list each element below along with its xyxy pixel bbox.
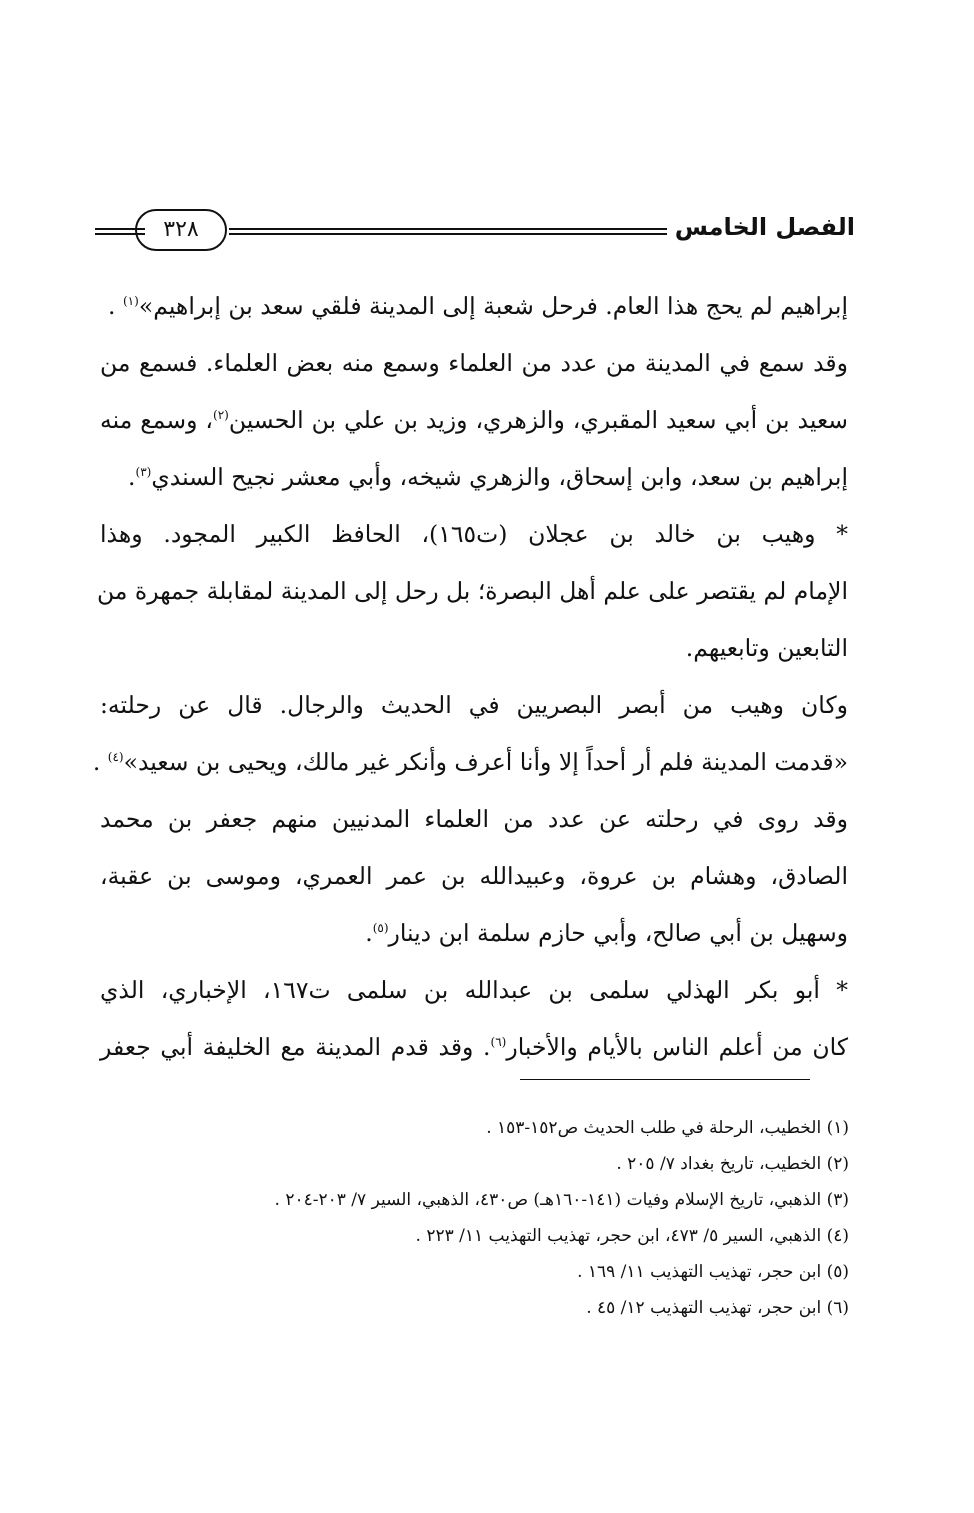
footnote-reference: (٤) [107, 750, 124, 765]
body-line-tail: ، وسمع منه [100, 406, 213, 434]
body-text [92, 278, 849, 1076]
body-line [100, 905, 848, 962]
footnotes [129, 1110, 849, 1326]
body-line-text: * أبو بكر الهذلي سلمى بن عبدالله بن سلمى ت١٦٧، الإخباري، الذي [100, 976, 848, 1004]
footnote-item: (٥) ابن حجر، تهذيب التهذيب ١١/ ١٦٩ . [577, 1262, 849, 1282]
footnote-reference: (٥) [372, 921, 389, 936]
body-line [100, 278, 848, 335]
body-line-text: وقد سمع في المدينة من عدد من العلماء وسمع منه بعض العلماء. فسمع من [100, 349, 848, 377]
body-line [96, 563, 848, 620]
body-line-tail: . [365, 919, 373, 947]
body-line [100, 1019, 848, 1076]
body-line [100, 335, 848, 392]
header-rule [229, 228, 667, 235]
footnote-item: (٣) الذهبي، تاريخ الإسلام وفيات (١٤١-١٦٠هـ) ص٤٣٠، الذهبي، السير ٧/ ٢٠٣-٢٠٤ . [274, 1190, 849, 1210]
body-line [92, 734, 848, 791]
body-line-text: كان من أعلم الناس بالأيام والأخبار [506, 1033, 849, 1061]
body-line-text: * وهيب بن خالد بن عجلان (ت١٦٥)، الحافظ الكبير المجود. وهذا [100, 520, 848, 548]
page-number: ٣٢٨ [163, 217, 199, 242]
body-line [100, 791, 848, 848]
body-line-text: وقد روى في رحلته عن عدد من العلماء المدنيين منهم جعفر بن محمد [100, 805, 848, 833]
body-line [100, 392, 848, 449]
body-line-text: الصادق، وهشام بن عروة، وعبيدالله بن عمر العمري، وموسى بن عقبة، [100, 862, 848, 890]
body-line-tail: . [92, 748, 108, 776]
body-line [100, 620, 848, 677]
body-line-tail: . [128, 463, 136, 491]
chapter-title: الفصل الخامس [674, 213, 855, 241]
footnote-reference: (٦) [490, 1035, 507, 1050]
running-header [95, 208, 855, 256]
footnote-item: (١) الخطيب، الرحلة في طلب الحديث ص١٥٢-١٥٣ . [486, 1118, 849, 1138]
body-line-text: وسهيل بن أبي صالح، وأبي حازم سلمة ابن دينار [388, 919, 848, 947]
body-line-text: «قدمت المدينة فلم أر أحداً إلا وأنا أعرف وأنكر غير مالك، ويحيى بن سعيد» [123, 748, 848, 776]
footnote-separator [520, 1079, 810, 1080]
page-number-badge [135, 209, 227, 251]
body-line-text: إبراهيم بن سعد، وابن إسحاق، والزهري شيخه، وأبي معشر نجيح السندي [151, 463, 848, 491]
body-line [100, 506, 848, 563]
body-line-text: إبراهيم لم يحج هذا العام. فرحل شعبة إلى المدينة فلقي سعد بن إبراهيم» [138, 292, 848, 320]
body-line-text: سعيد بن أبي سعيد المقبري، والزهري، وزيد بن علي بن الحسين [228, 406, 848, 434]
footnote-item: (٢) الخطيب، تاريخ بغداد ٧/ ٢٠٥ . [616, 1154, 849, 1174]
footnote-reference: (١) [122, 294, 139, 309]
body-line [100, 449, 848, 506]
body-line [100, 962, 848, 1019]
footnote-reference: (٣) [135, 465, 152, 480]
body-line-tail: . [108, 292, 123, 320]
body-line-text: وكان وهيب من أبصر البصريين في الحديث والرجال. قال عن رحلته: [100, 691, 848, 719]
header-rule-left [95, 228, 145, 235]
footnote-item: (٤) الذهبي، السير ٥/ ٤٧٣، ابن حجر، تهذيب التهذيب ١١/ ٢٢٣ . [415, 1226, 849, 1246]
footnote-reference: (٢) [213, 408, 229, 423]
body-line-tail: . وقد قدم المدينة مع الخليفة أبي جعفر [100, 1033, 491, 1061]
body-line [100, 677, 848, 734]
body-line [100, 848, 848, 905]
body-line-text: التابعين وتابعيهم. [685, 634, 848, 662]
footnote-item: (٦) ابن حجر، تهذيب التهذيب ١٢/ ٤٥ . [586, 1298, 849, 1318]
body-line-text: الإمام لم يقتصر على علم أهل البصرة؛ بل رحل إلى المدينة لمقابلة جمهرة من [96, 577, 848, 605]
